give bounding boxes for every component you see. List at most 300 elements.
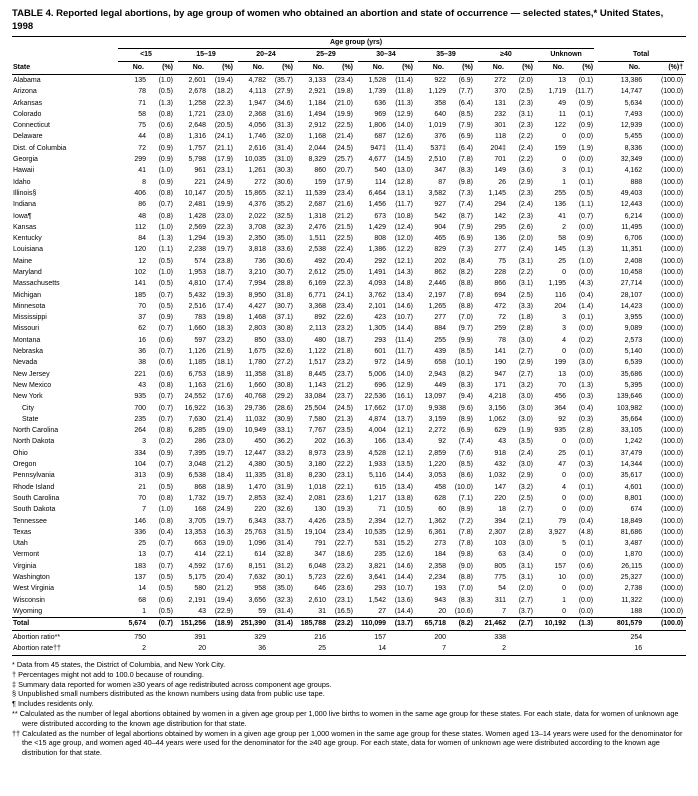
state-row — [12, 470, 686, 481]
pct-subheader: (%) — [268, 62, 296, 75]
percent-cell: (0.0) — [578, 607, 594, 615]
count-cell: 49,403 — [620, 189, 643, 197]
count-cell: 601 — [374, 348, 386, 356]
count-cell: 49 — [558, 99, 566, 107]
count-cell: 4,376 — [248, 201, 266, 209]
count-cell: 4,427 — [248, 302, 266, 310]
state-row — [12, 154, 686, 165]
percent-cell: (23.7) — [334, 393, 353, 401]
percent-cell: (22.3) — [214, 99, 233, 107]
spacer-cell — [148, 630, 176, 643]
age-group-20-24 — [236, 49, 296, 61]
percent-cell: (1.4) — [578, 302, 594, 310]
state-row — [12, 278, 686, 289]
count-cell: 4,592 — [188, 562, 206, 570]
count-cell: 8,151 — [248, 562, 266, 570]
percent-cell: (2.3) — [518, 99, 533, 107]
percent-cell: (9.6) — [458, 404, 473, 412]
percent-cell: (9.9) — [458, 336, 473, 344]
percent-cell: (0.5) — [158, 88, 173, 96]
percent-cell: (0.6) — [158, 359, 173, 367]
state-row — [12, 448, 686, 459]
age-group-35-39-label: 35–39 — [418, 49, 474, 61]
count-cell: 597 — [194, 336, 206, 344]
percent-cell: (2.4) — [518, 144, 533, 152]
percent-cell: (18.2) — [214, 88, 233, 96]
percent-cell: (2.5) — [518, 291, 533, 299]
percent-cell: (0.7) — [158, 404, 173, 412]
percent-cell: (0.1) — [578, 483, 594, 491]
state-name: Tennessee — [13, 517, 47, 525]
percent-cell: (1.3) — [578, 381, 594, 389]
count-cell: 18 — [498, 506, 506, 514]
count-cell: 11,322 — [621, 596, 643, 604]
count-cell: 3,955 — [624, 314, 643, 322]
state-name: New Mexico — [13, 381, 52, 389]
percent-cell: (12.1) — [394, 449, 413, 457]
count-cell: 293 — [374, 585, 386, 593]
state-name: Minnesota — [13, 302, 46, 310]
count-cell: 294 — [494, 201, 506, 209]
state-name: Wyoming — [13, 607, 43, 615]
percent-cell: (0.4) — [578, 517, 594, 525]
count-cell: 13,386 — [620, 76, 643, 84]
percent-cell: (8.8) — [458, 280, 473, 288]
percent-cell: (22.6) — [334, 314, 353, 322]
count-cell: 862 — [434, 269, 446, 276]
percent-cell: (23.6) — [334, 585, 353, 593]
footnote: † Percentages might not add to 100.0 because of rounding. — [12, 669, 204, 679]
no-subheader: No. — [536, 62, 568, 75]
percent-cell: (0.9) — [578, 235, 594, 243]
percent-cell: (12.7) — [394, 517, 413, 525]
state-name: Montana — [13, 336, 41, 344]
spacer-cell — [328, 630, 356, 643]
percent-cell: (100.0) — [660, 291, 684, 299]
percent-cell: (32.8) — [274, 551, 293, 559]
count-cell: 141 — [134, 280, 146, 288]
count-cell: 0 — [562, 156, 566, 164]
count-cell: 13 — [558, 370, 566, 378]
count-cell: 72 — [498, 314, 506, 322]
count-cell: 27 — [378, 607, 386, 615]
count-cell: 272 — [494, 76, 506, 84]
percent-cell: (35.2) — [274, 201, 293, 209]
count-cell: 199 — [554, 359, 566, 367]
count-cell: 272 — [254, 178, 266, 186]
state-row — [12, 256, 686, 267]
count-cell: 10,147 — [184, 189, 206, 197]
percent-cell: (18.7) — [214, 269, 233, 276]
percent-cell: (23.0) — [214, 212, 233, 220]
count-cell: 7,395 — [188, 449, 206, 457]
count-cell: 293 — [374, 336, 386, 344]
percent-cell: (17.9) — [214, 156, 233, 164]
count-cell: 62 — [138, 325, 146, 333]
footnote: †† Calculated as the number of legal abortions obtained by women in a given age group per 1,000 women in the same age group for these states. Women aged 13–14 years were used for the denominator for the <15 age group, and women aged 40–44 years were used for the denominator for the ≥40 age group. For each state, data for women of unknown age were distributed according to the known age distribution for that state. — [12, 728, 683, 758]
state-name: City — [22, 404, 35, 412]
count-cell: 465 — [434, 235, 446, 243]
percent-cell: (0.3) — [578, 393, 594, 401]
percent-cell: (23.9) — [334, 449, 353, 457]
count-cell: 71 — [378, 506, 386, 514]
count-cell: 26,115 — [621, 562, 643, 570]
percent-cell: (0.0) — [578, 370, 594, 378]
percent-cell: (100.0) — [660, 461, 684, 469]
state-name: State — [22, 415, 39, 423]
count-cell: 17,662 — [364, 404, 386, 412]
percent-cell: (7.1) — [458, 494, 473, 502]
percent-cell: (27.2) — [274, 359, 293, 367]
percent-cell: (30.3) — [274, 167, 293, 175]
percent-cell: (14.6) — [394, 562, 413, 570]
count-cell: 70 — [138, 302, 146, 310]
count-cell: 636 — [374, 99, 386, 107]
percent-cell: (21.4) — [214, 415, 233, 423]
percent-cell: (21.6) — [334, 201, 353, 209]
count-cell: 629 — [494, 427, 506, 435]
percent-cell: (33.2) — [274, 449, 293, 457]
count-cell: 2,191 — [188, 596, 206, 604]
count-cell: 75 — [498, 257, 506, 265]
percent-cell: (21.3) — [334, 415, 353, 423]
percent-cell: (100.0) — [660, 257, 684, 265]
percent-cell: (12.8) — [394, 178, 413, 186]
count-cell: 1,660 — [248, 381, 266, 389]
count-cell: 7,767 — [308, 427, 326, 435]
count-cell: 1,294 — [188, 235, 206, 243]
count-cell: 2,738 — [624, 585, 643, 593]
age-group-30-34 — [356, 49, 416, 61]
state-row — [12, 74, 686, 86]
count-cell: 406 — [134, 189, 146, 197]
count-cell: 3,210 — [248, 269, 266, 276]
percent-cell: (12.4) — [394, 223, 413, 231]
percent-cell: (14.5) — [394, 156, 413, 164]
percent-cell: (33.1) — [274, 427, 293, 435]
percent-cell: (3.2) — [518, 483, 533, 491]
percent-cell: (6.9) — [458, 235, 473, 243]
count-cell: 860 — [314, 167, 326, 175]
percent-cell: (0.9) — [158, 144, 173, 152]
count-cell: 33,084 — [304, 393, 326, 401]
count-cell: 640 — [434, 110, 446, 118]
state-row — [12, 323, 686, 334]
percent-cell: (22.5) — [334, 122, 353, 130]
count-cell: 193 — [434, 585, 446, 593]
count-cell: 3,133 — [308, 76, 326, 84]
count-cell: 376 — [434, 133, 446, 141]
count-cell: 8,801 — [624, 494, 643, 502]
percent-cell: (2.5) — [518, 494, 533, 502]
percent-cell: (2.9) — [518, 178, 533, 186]
percent-cell: (100.0) — [660, 348, 684, 356]
count-cell: 3,487 — [624, 540, 643, 548]
count-cell: 184 — [434, 551, 446, 559]
percent-cell: (19.7) — [214, 494, 233, 502]
percent-cell: (0.8) — [158, 212, 173, 220]
count-cell: 4,426 — [308, 517, 326, 525]
count-cell: 4,218 — [488, 393, 506, 401]
count-cell: 3 — [562, 314, 566, 322]
count-cell: 3,180 — [308, 461, 326, 469]
percent-cell: (32.4) — [274, 494, 293, 502]
state-name: Vermont — [13, 551, 40, 559]
count-cell: 110,099 — [356, 618, 388, 630]
percent-cell: (23.5) — [334, 427, 353, 435]
percent-cell: (8.2) — [448, 618, 476, 630]
count-cell: 2,081 — [308, 494, 326, 502]
count-cell: 36 — [138, 348, 146, 356]
percent-cell: (19.3) — [214, 235, 233, 243]
percent-cell: (100.0) — [660, 336, 684, 344]
percent-cell: (20.7) — [334, 167, 353, 175]
percent-cell: (11.4) — [395, 76, 413, 84]
percent-cell: (2.5) — [518, 88, 533, 96]
spacer-cell — [508, 643, 536, 656]
count-cell: 24,552 — [184, 393, 206, 401]
count-cell: 12 — [138, 257, 146, 265]
count-cell: 1,163 — [188, 381, 206, 389]
percent-cell: (1.9) — [518, 427, 533, 435]
count-cell: 4,874 — [368, 415, 386, 423]
count-cell: 44 — [138, 133, 146, 141]
percent-cell: (35.7) — [274, 76, 293, 84]
state-row — [12, 177, 686, 188]
count-cell: 6,464 — [368, 189, 386, 197]
percent-cell: (8.2) — [458, 269, 473, 276]
percent-cell: (20.5) — [214, 122, 233, 130]
count-cell: 1 — [562, 596, 566, 604]
count-cell: 264 — [134, 427, 146, 435]
percent-cell: (0.6) — [158, 336, 173, 344]
count-cell: 5,116 — [369, 472, 386, 480]
count-cell: 961 — [194, 167, 206, 175]
percent-cell: (2.7) — [518, 370, 533, 378]
percent-cell: (100.0) — [660, 449, 684, 457]
count-cell: 84 — [138, 235, 146, 243]
percent-cell: (30.6) — [274, 178, 293, 186]
count-cell: 1,732 — [188, 494, 206, 502]
percent-cell: (2.4) — [518, 449, 533, 457]
count-cell: 0 — [562, 348, 566, 356]
count-cell: 92 — [558, 415, 566, 423]
percent-cell: (0.3) — [578, 415, 594, 423]
count-cell: 6,361 — [428, 528, 446, 536]
footnote-mark: ‡ — [12, 679, 17, 689]
percent-cell: (2.2) — [518, 269, 533, 276]
count-cell: 1,019 — [428, 122, 446, 130]
count-cell: 2,368 — [248, 110, 266, 118]
count-cell: 456 — [554, 393, 566, 401]
age-group-25-29-label: 25–29 — [298, 49, 354, 61]
percent-cell: (100.0) — [660, 99, 684, 107]
percent-cell: (100.0) — [660, 156, 684, 164]
count-cell: 2,573 — [624, 336, 643, 344]
percent-cell: (18.1) — [214, 359, 233, 367]
percent-cell: (18.7) — [334, 336, 353, 344]
percent-cell: (13.7) — [394, 415, 413, 423]
count-cell: 10,949 — [244, 427, 266, 435]
percent-cell: (22.1) — [334, 483, 353, 491]
count-cell: 277 — [434, 314, 446, 322]
state-row — [12, 335, 686, 346]
percent-cell: (0.6) — [158, 370, 173, 378]
footnote: ‡ Summary data reported for women ≥30 years of age redistributed across component age groups. — [12, 679, 332, 689]
age-group-15-19 — [176, 49, 236, 61]
percent-cell: (12.9) — [394, 110, 413, 118]
age-group-header-label: Age group (yrs) — [118, 37, 594, 49]
count-cell: 0 — [562, 551, 566, 559]
percent-cell: (0.0) — [578, 494, 594, 502]
count-cell: 2,113 — [309, 325, 326, 333]
count-cell: 347 — [434, 167, 446, 175]
percent-cell: (0.5) — [158, 585, 173, 593]
count-cell: 3,818 — [248, 246, 266, 254]
count-cell: 6,169 — [308, 280, 326, 288]
count-cell: 159 — [314, 178, 326, 186]
count-cell: 1,746 — [248, 133, 266, 141]
percent-cell: (0.9) — [158, 472, 173, 480]
pct-subheader: (%) — [568, 62, 596, 75]
count-cell: 25,327 — [620, 574, 643, 582]
percent-cell: (100.0) — [660, 246, 684, 254]
count-cell: 3,821 — [368, 562, 386, 570]
percent-cell: (15.2) — [394, 540, 413, 548]
count-cell: 458 — [434, 483, 446, 491]
age-group-unknown-label: Unknown — [538, 49, 594, 61]
percent-cell: (23.5) — [334, 517, 353, 525]
count-cell: 5 — [562, 540, 566, 548]
count-cell: 43 — [138, 381, 146, 389]
state-name: Arizona — [13, 88, 37, 96]
percent-cell: (10.5) — [394, 506, 413, 514]
percent-cell: (3.1) — [518, 280, 533, 288]
count-cell: 235 — [374, 551, 386, 559]
spacer-cell — [268, 643, 296, 656]
state-name: Texas — [13, 528, 32, 536]
count-cell: 13 — [558, 76, 566, 84]
count-cell: 43 — [498, 438, 506, 446]
count-cell: 2,044 — [308, 144, 326, 152]
percent-cell: (0.7) — [158, 415, 173, 423]
percent-cell: (7.8) — [458, 156, 473, 164]
percent-cell: (100.0) — [660, 235, 684, 243]
percent-cell: (22.7) — [334, 540, 353, 548]
percent-cell: (10.8) — [394, 212, 413, 220]
count-cell: 70 — [138, 494, 146, 502]
state-row — [12, 109, 686, 120]
percent-cell: (0.8) — [158, 494, 173, 502]
count-cell: 12,939 — [620, 122, 643, 130]
percent-cell: (100.0) — [660, 574, 684, 582]
pct-subheader: (%) — [388, 62, 416, 75]
percent-cell: (100.0) — [660, 189, 684, 197]
count-cell: 12,447 — [244, 449, 266, 457]
no-subheader: No. — [116, 62, 148, 75]
count-cell: 15,865 — [244, 189, 266, 197]
percent-cell: (0.1) — [578, 76, 594, 84]
count-cell: 8,973 — [308, 449, 326, 457]
count-cell: 48 — [138, 212, 146, 220]
state-name: New Jersey — [13, 370, 50, 378]
count-cell: 540 — [374, 167, 386, 175]
percent-cell: (12.9) — [394, 381, 413, 389]
percent-cell: (33.0) — [274, 336, 293, 344]
percent-cell: (3.1) — [518, 257, 533, 265]
percent-cell: (19.7) — [214, 517, 233, 525]
count-cell: 1,953 — [188, 269, 206, 276]
percent-cell: (100.0) — [644, 618, 686, 630]
percent-cell: (2.9) — [518, 359, 533, 367]
count-cell: 1,947 — [248, 99, 266, 107]
count-cell: 1,018 — [308, 483, 326, 491]
count-cell: 299 — [134, 156, 146, 164]
percent-cell: (30.5) — [274, 461, 293, 469]
state-row — [12, 425, 686, 436]
count-cell: 25,504 — [304, 404, 326, 412]
count-cell: 47 — [558, 461, 566, 469]
state-row — [12, 436, 686, 447]
count-cell: 1,870 — [624, 551, 643, 559]
count-cell: 185,788 — [296, 618, 328, 630]
count-cell: 1,780 — [248, 359, 266, 367]
count-cell: 7 — [142, 506, 146, 514]
percent-cell: (100.0) — [660, 483, 684, 491]
percent-cell: (8.9) — [458, 506, 473, 514]
percent-cell: (0.5) — [158, 302, 173, 310]
count-cell: 1,719 — [548, 88, 566, 96]
count-cell: 969 — [374, 110, 386, 118]
count-cell: 2,272 — [428, 427, 446, 435]
age-group-under-15 — [116, 49, 176, 61]
count-cell: 4,113 — [249, 88, 266, 96]
count-cell: 2,238 — [188, 246, 206, 254]
count-cell: 190 — [494, 359, 506, 367]
count-cell: 1,143 — [308, 381, 326, 389]
count-cell: 255 — [434, 336, 446, 344]
stat-value-cell — [536, 643, 568, 656]
count-cell: 60 — [438, 506, 446, 514]
count-cell: 286 — [194, 438, 206, 446]
count-cell: 7,632 — [248, 574, 266, 582]
count-cell: 4,528 — [368, 449, 386, 457]
no-subheader: No. — [476, 62, 508, 75]
state-name: Michigan — [13, 291, 42, 299]
state-row — [12, 357, 686, 368]
count-cell: 3,159 — [428, 415, 446, 423]
stat-value-cell: 16 — [596, 643, 644, 656]
count-cell: 3,156 — [488, 404, 506, 412]
count-cell: 791 — [314, 540, 326, 548]
count-cell: 33,105 — [620, 427, 643, 435]
count-cell: 166 — [374, 438, 386, 446]
percent-cell: (17.0) — [394, 404, 413, 412]
count-cell: 2,446 — [428, 280, 446, 288]
percent-cell: (23.1) — [214, 167, 233, 175]
stat-value-cell: 2 — [116, 643, 148, 656]
count-cell: 37,479 — [620, 449, 643, 457]
count-cell: 146 — [134, 517, 146, 525]
count-cell: 6,343 — [248, 517, 266, 525]
percent-cell: (24.5) — [334, 404, 353, 412]
percent-cell: (23.4) — [334, 302, 353, 310]
state-row — [12, 244, 686, 255]
percent-cell: (19.4) — [214, 596, 233, 604]
percent-cell: (16.3) — [214, 528, 233, 536]
count-cell: 21 — [138, 483, 146, 491]
percent-cell: (2.0) — [518, 76, 533, 84]
